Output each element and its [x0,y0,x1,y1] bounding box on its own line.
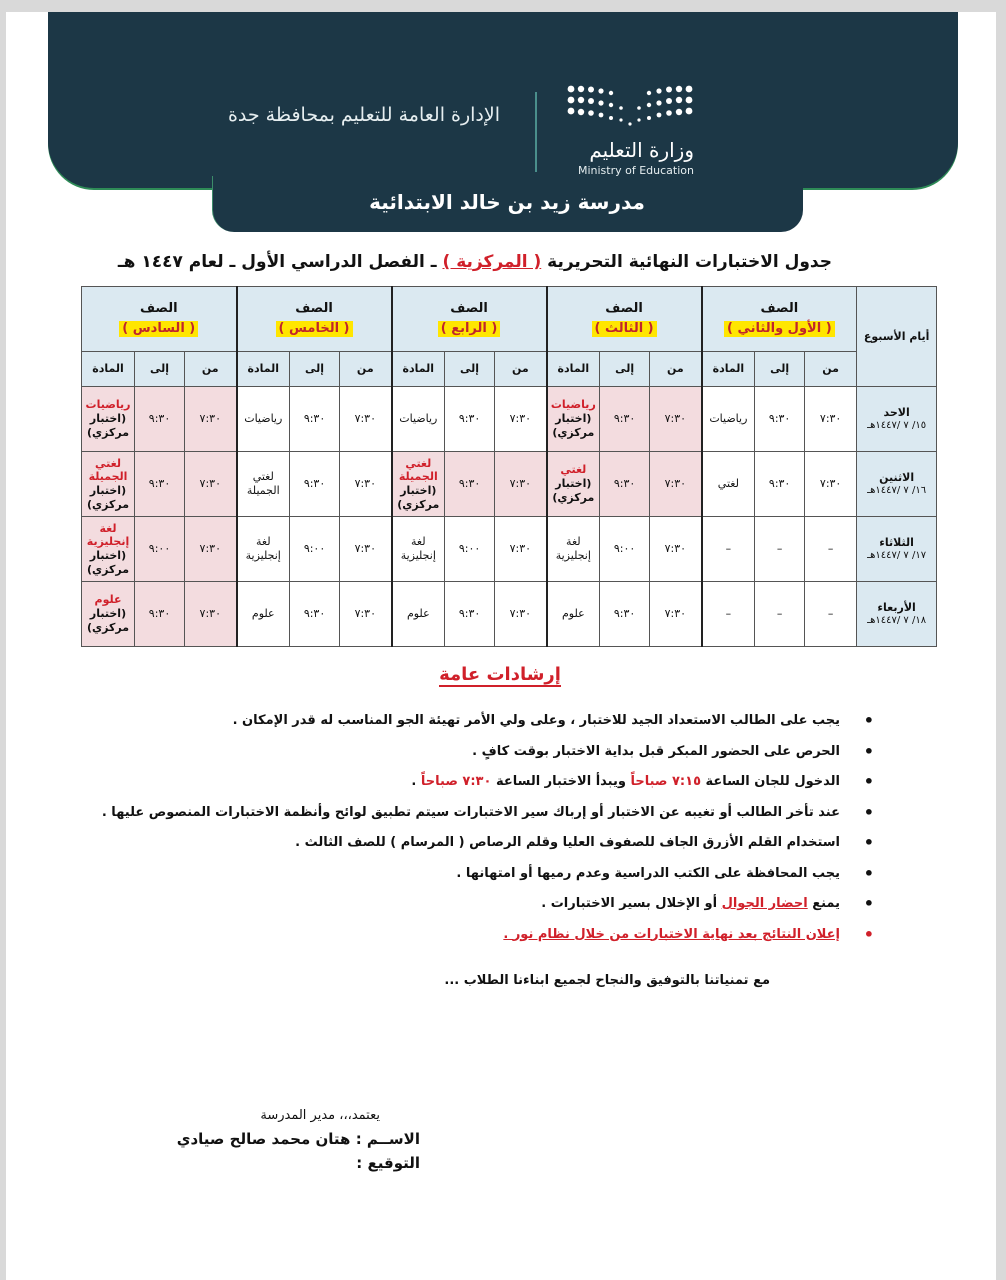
sub-header-from: من [650,352,702,387]
title-highlight: ( المركزية ) [442,252,542,272]
subject-name: لغة إنجليزية [555,535,591,562]
time-from-cell: ٧:٣٠ [495,387,547,452]
time-from-cell: ٧:٣٠ [650,387,702,452]
subject-name: – [725,607,732,621]
time-to-cell: ٩:٣٠ [290,387,340,452]
header-banner [48,12,958,188]
day-cell [857,452,937,517]
guideline-text: . [411,774,421,789]
guideline-item: • الحرص على الحضور المبكر قبل بداية الاختبار بوقت كافٍ . [120,737,880,768]
grade-label: الصف [139,301,178,317]
time-from-cell: ٧:٣٠ [805,452,857,517]
time-to-cell: ٩:٣٠ [135,452,185,517]
time-from-cell: ٧:٣٠ [805,387,857,452]
subject-name: رياضيات [85,398,131,412]
subject-cell [82,387,135,452]
day-name: الأربعاء [877,600,916,614]
time-to-cell: – [755,582,805,647]
day-cell [857,387,937,452]
subject-name: رياضيات [550,398,596,412]
time-to-cell: ٩:٣٠ [135,387,185,452]
subject-cell [82,582,135,647]
ministry-name-ar: وزارة التعليم [589,138,694,162]
sub-header-to: إلى [755,352,805,387]
sub-header-to: إلى [600,352,650,387]
guideline-item: • يجب على الطالب الاستعداد الجيد للاختبار ، وعلى ولي الأمر تهيئة الجو المناسب له قدر الإمكان . [120,706,880,737]
time-from-cell: ٧:٣٠ [650,517,702,582]
guideline-item: • يجب المحافظة على الكتب الدراسية وعدم رميها أو امتهانها . [120,859,880,890]
time-from-cell: ٧:٣٠ [495,582,547,647]
guideline-item [120,767,880,798]
ministry-name-en: Ministry of Education [577,164,694,177]
name-label: الاســم : [355,1130,420,1148]
grade-label: الصف [760,301,799,317]
header-divider [535,92,537,172]
subject-cell [237,582,290,647]
time-from-cell: ٧:٣٠ [650,452,702,517]
subject-cell [82,452,135,517]
subject-cell [82,517,135,582]
time-from-cell: – [805,517,857,582]
central-exam-note: (اختبار مركزي) [87,549,130,576]
subject-name: لغة إنجليزية [86,521,130,549]
subject-cell [547,517,600,582]
subject-cell [547,452,600,517]
subject-cell [392,517,445,582]
time-from-cell: ٧:٣٠ [185,387,237,452]
day-date: ١٨/ ٧ /١٤٤٧هـ [867,614,927,626]
time-to-cell: ٩:٣٠ [600,387,650,452]
subject-name: لغتي الجميلة [88,456,128,484]
table-row [82,517,937,582]
time-to-cell: ٩:٣٠ [445,452,495,517]
subject-name: لغتي الجميلة [398,456,438,484]
time-to-cell: ٩:٣٠ [600,452,650,517]
directorate-name: الإدارة العامة للتعليم بمحافظة جدة [227,104,500,126]
grade-name: ( الثالث ) [592,321,657,337]
grade-name: ( الأول والثاني ) [724,321,835,337]
time-from-cell: ٧:٣٠ [340,517,392,582]
grade-header [702,287,857,352]
table-row [82,582,937,647]
grade-label: الصف [450,301,488,317]
subject-name: علوم [251,607,275,621]
start-time: ٧:٣٠ صباحاً [420,774,492,789]
time-to-cell: ٩:٣٠ [290,452,340,517]
subject-cell [702,387,755,452]
sub-header-to: إلى [445,352,495,387]
day-name: الثلاثاء [879,535,914,549]
name-line [150,1130,420,1154]
subject-name: رياضيات [709,412,748,426]
central-exam-note: (اختبار مركزي) [552,477,595,504]
subject-name: لغة إنجليزية [400,535,436,562]
grade-header [82,287,237,352]
time-to-cell: ٩:٣٠ [755,452,805,517]
subject-name: علوم [94,593,122,607]
day-date: ١٥/ ٧ /١٤٤٧هـ [867,419,927,431]
sub-header-subject: المادة [82,352,135,387]
days-header: أيام الأسبوع [857,287,937,387]
guideline-text: ويبدأ الاختبار الساعة [491,774,631,789]
subject-name: لغة إنجليزية [245,535,281,562]
time-to-cell: ٩:٣٠ [290,582,340,647]
guidelines-list [101,706,880,950]
time-from-cell: ٧:٣٠ [340,582,392,647]
time-from-cell: ٧:٣٠ [340,452,392,517]
grade-name: ( الرابع ) [438,321,501,337]
time-to-cell: ٩:٣٠ [600,582,650,647]
sub-header-from: من [495,352,547,387]
approval-line: يعتمد،،، مدير المدرسة [260,1108,380,1123]
sub-header-from: من [340,352,392,387]
time-from-cell: ٧:٣٠ [185,452,237,517]
grade-name: ( السادس ) [119,321,198,337]
subject-cell [702,452,755,517]
subject-cell [702,582,755,647]
entry-time: ٧:١٥ صباحاً [630,774,702,789]
guideline-item: • عند تأخر الطالب أو تغيبه عن الاختبار أو إرباك سير الاختبارات سيتم تطبيق لوائح وأنظمة الاختبارات المنصوص عليها . [120,798,880,829]
school-name: مدرسة زيد بن خالد الابتدائية [369,190,645,214]
subject-cell [547,387,600,452]
day-name: الاحد [883,405,910,419]
grade-label: الصف [295,301,333,317]
central-exam-note: (اختبار مركزي) [87,484,130,511]
guideline-text: يمنع [807,896,840,911]
grade-header [547,287,702,352]
title-part1: جدول الاختبارات النهائية التحريرية [547,252,832,272]
document-title [117,252,832,272]
time-from-cell: ٧:٣٠ [495,452,547,517]
ministry-logo-icon [566,84,694,128]
grade-name: ( الخامس ) [276,321,353,337]
sub-header-from: من [805,352,857,387]
day-date: ١٧/ ٧ /١٤٤٧هـ [867,549,927,561]
subject-cell [237,452,290,517]
time-to-cell: ٩:٣٠ [755,387,805,452]
table-row [82,387,937,452]
time-to-cell: ٩:٠٠ [600,517,650,582]
guidelines-title-text: إرشادات عامة [439,664,561,685]
grade-header [392,287,547,352]
central-exam-note: (اختبار مركزي) [552,412,595,439]
sub-header-subject: المادة [547,352,600,387]
subject-cell [547,582,600,647]
subject-cell [702,517,755,582]
guidelines-title [400,664,600,685]
subject-name: علوم [561,607,585,621]
day-cell [857,582,937,647]
central-exam-note: (اختبار مركزي) [87,412,130,439]
subject-cell [392,452,445,517]
signature-block [150,1108,420,1172]
central-exam-note: (اختبار مركزي) [87,607,130,634]
subject-name: رياضيات [244,412,283,426]
time-to-cell: ٩:٣٠ [445,387,495,452]
sub-header-subject: المادة [392,352,445,387]
closing-wish: مع تمنياتنا بالتوفيق والنجاح لجميع ابناءنا الطلاب ... [444,973,770,988]
title-part2: ـ الفصل الدراسي الأول ـ لعام ١٤٤٧ هـ [117,252,437,272]
sub-header-subject: المادة [702,352,755,387]
subject-cell [237,387,290,452]
time-to-cell: ٩:٠٠ [445,517,495,582]
signature-line: التوقيع : [356,1154,420,1172]
time-to-cell: ٩:٠٠ [290,517,340,582]
subject-name: لغتي [717,477,739,491]
grade-label: الصف [605,301,643,317]
subject-name: علوم [406,607,430,621]
day-cell [857,517,937,582]
subject-cell [392,582,445,647]
sub-header-to: إلى [290,352,340,387]
subject-name: لغتي الجميلة [246,470,280,497]
guideline-text: الدخول للجان الساعة [701,774,840,789]
time-to-cell: ٩:٠٠ [135,517,185,582]
grade-header [237,287,392,352]
time-from-cell: ٧:٣٠ [185,517,237,582]
principal-name: هتان محمد صالح صيادي [176,1130,351,1148]
central-exam-note: (اختبار مركزي) [397,484,440,511]
time-to-cell: ٩:٣٠ [445,582,495,647]
sub-header-to: إلى [135,352,185,387]
day-name: الاثنين [879,470,915,484]
subject-name: لغتي [560,463,587,477]
subject-cell [392,387,445,452]
guideline-item-results: • إعلان النتائج بعد نهاية الاختبارات من خلال نظام نور . [120,920,880,951]
exam-schedule-table [81,286,937,647]
phone-ban-text: احضار الجوال [721,896,808,911]
subject-name: – [725,542,732,556]
time-from-cell: ٧:٣٠ [340,387,392,452]
table-row [82,452,937,517]
day-date: ١٦/ ٧ /١٤٤٧هـ [867,484,927,496]
time-from-cell: – [805,582,857,647]
time-to-cell: ٩:٣٠ [135,582,185,647]
guideline-item [120,889,880,920]
guideline-item: • استخدام القلم الأزرق الجاف للصفوف العليا وقلم الرصاص ( المرسام ) للصف الثالث . [120,828,880,859]
time-from-cell: ٧:٣٠ [650,582,702,647]
time-to-cell: – [755,517,805,582]
subject-name: رياضيات [399,412,438,426]
time-from-cell: ٧:٣٠ [185,582,237,647]
guideline-text: أو الإخلال بسير الاختبارات . [541,896,722,911]
sub-header-subject: المادة [237,352,290,387]
sub-header-from: من [185,352,237,387]
time-from-cell: ٧:٣٠ [495,517,547,582]
subject-cell [237,517,290,582]
